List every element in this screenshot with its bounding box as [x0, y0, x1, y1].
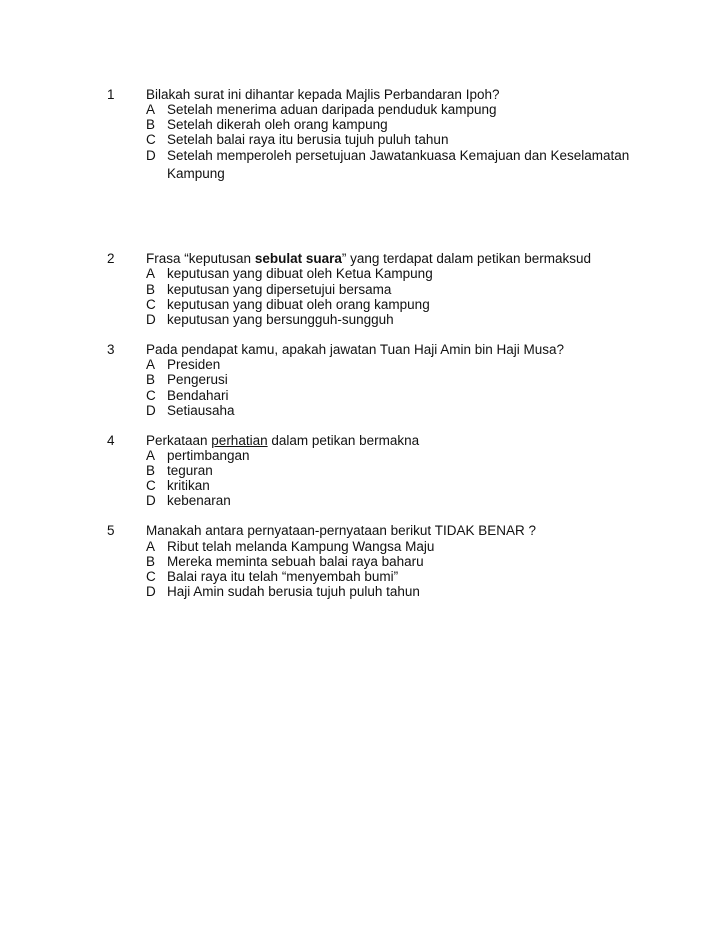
- option-a: [146, 448, 637, 463]
- option-text: Pengerusi: [167, 372, 228, 387]
- option-text: kritikan: [167, 478, 210, 493]
- option-text: Presiden: [167, 357, 221, 372]
- question-number: 1: [107, 87, 115, 102]
- option-d: [146, 147, 637, 183]
- option-letter: D: [146, 403, 156, 418]
- option-letter: D: [146, 493, 156, 508]
- stem-underlined-word: perhatian: [211, 433, 268, 448]
- option-letter: D: [146, 312, 156, 327]
- option-text: keputusan yang dibuat oleh orang kampung: [167, 297, 430, 312]
- question-stem: Bilakah surat ini dihantar kepada Majlis Perbandaran Ipoh?: [146, 87, 500, 102]
- option-text: Ribut telah melanda Kampung Wangsa Maju: [167, 539, 435, 554]
- option-b: [146, 372, 637, 387]
- option-text: Haji Amin sudah berusia tujuh puluh tahun: [167, 584, 420, 599]
- option-letter: B: [146, 463, 156, 478]
- question-stem: Manakah antara pernyataan-pernyataan berikut TIDAK BENAR ?: [146, 523, 536, 538]
- question-stem: Pada pendapat kamu, apakah jawatan Tuan Haji Amin bin Haji Musa?: [146, 342, 565, 357]
- option-text: Bendahari: [167, 388, 229, 403]
- option-text: Balai raya itu telah “menyembah bumi”: [167, 569, 399, 584]
- option-a: [146, 102, 637, 117]
- option-b: [146, 463, 637, 478]
- stem-text: Perkataan: [146, 433, 212, 448]
- option-text: Setelah memperoleh persetujuan Jawatankuasa Kemajuan dan Keselamatan Kampung: [167, 148, 630, 181]
- option-text: Setiausaha: [167, 403, 235, 418]
- option-d: [146, 584, 637, 599]
- option-text: Setelah balai raya itu berusia tujuh puluh tahun: [167, 132, 449, 147]
- option-letter: A: [146, 448, 156, 463]
- option-letter: C: [146, 569, 156, 584]
- option-d: [146, 403, 637, 418]
- option-letter: A: [146, 357, 156, 372]
- question-stem: [146, 433, 419, 448]
- option-letter: C: [146, 388, 156, 403]
- question-number: 3: [107, 342, 115, 357]
- option-a: [146, 266, 637, 281]
- question-stem: [146, 251, 591, 266]
- option-letter: B: [146, 372, 156, 387]
- option-letter: D: [146, 148, 156, 163]
- option-text: keputusan yang bersungguh-sungguh: [167, 312, 394, 327]
- option-text: teguran: [167, 463, 213, 478]
- option-b: [146, 282, 637, 297]
- option-text: keputusan yang dibuat oleh Ketua Kampung: [167, 266, 433, 281]
- option-text: Mereka meminta sebuah balai raya baharu: [167, 554, 424, 569]
- option-a: [146, 357, 637, 372]
- option-letter: A: [146, 102, 156, 117]
- stem-text: Frasa “keputusan: [146, 251, 255, 266]
- option-text: Setelah dikerah oleh orang kampung: [167, 117, 388, 132]
- option-letter: C: [146, 132, 156, 147]
- option-text: kebenaran: [167, 493, 231, 508]
- stem-text: ” yang terdapat dalam petikan bermaksud: [341, 251, 592, 266]
- option-text: Setelah menerima aduan daripada penduduk kampung: [167, 102, 497, 117]
- question-number: 2: [107, 251, 115, 266]
- option-letter: C: [146, 478, 156, 493]
- question-number: 5: [107, 523, 115, 538]
- option-b: [146, 554, 637, 569]
- option-a: [146, 539, 637, 554]
- option-c: [146, 132, 637, 147]
- option-d: [146, 493, 637, 508]
- option-c: [146, 388, 637, 403]
- option-letter: B: [146, 554, 156, 569]
- stem-bold-phrase: sebulat suara: [254, 251, 342, 266]
- option-letter: C: [146, 297, 156, 312]
- option-c: [146, 297, 637, 312]
- question-number: 4: [107, 433, 115, 448]
- option-d: [146, 312, 637, 327]
- option-letter: D: [146, 584, 156, 599]
- option-c: [146, 478, 637, 493]
- option-text: pertimbangan: [167, 448, 250, 463]
- option-letter: A: [146, 539, 156, 554]
- option-letter: B: [146, 117, 156, 132]
- option-letter: B: [146, 282, 156, 297]
- stem-text: dalam petikan bermakna: [267, 433, 420, 448]
- option-b: [146, 117, 637, 132]
- option-letter: A: [146, 266, 156, 281]
- option-c: [146, 569, 637, 584]
- option-text: keputusan yang dipersetujui bersama: [167, 282, 392, 297]
